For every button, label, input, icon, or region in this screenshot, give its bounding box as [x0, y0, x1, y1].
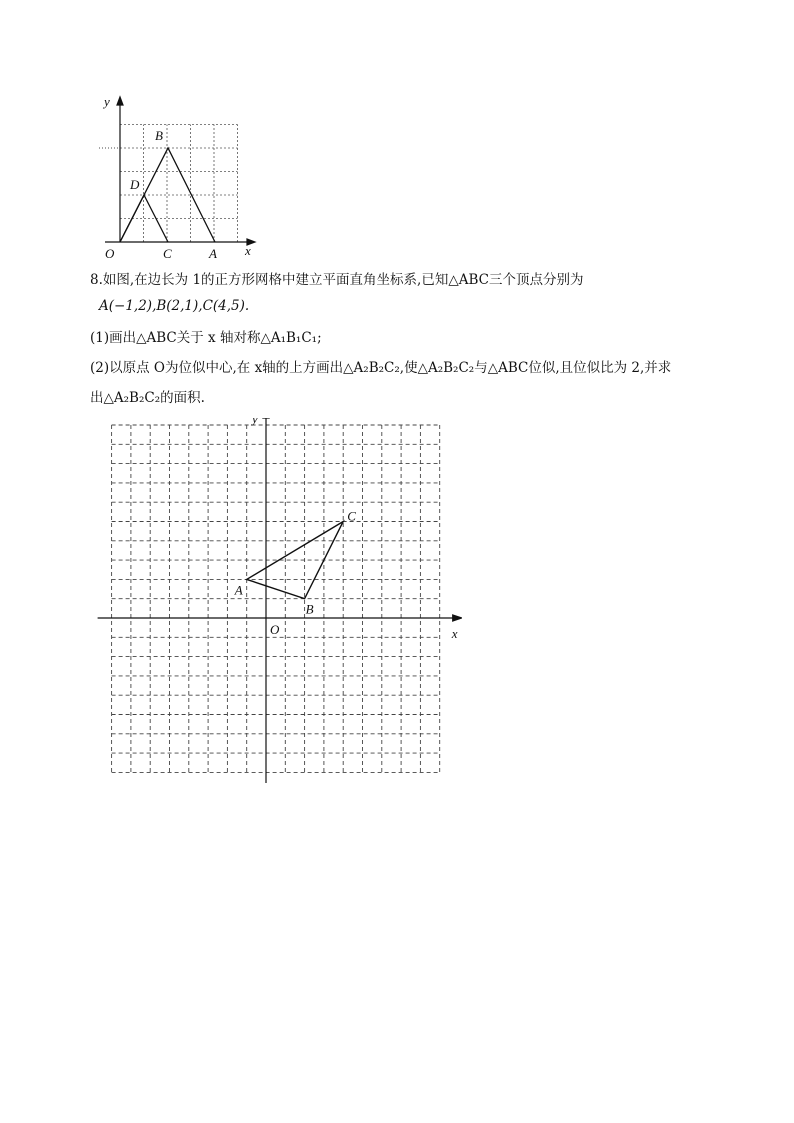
question-title: 8.如图,在边长为 1的正方形网格中建立平面直角坐标系,已知△ABC三个顶点分别为: [90, 272, 584, 288]
fig2-label-c: C: [347, 508, 356, 524]
fig1-label-o: O: [105, 246, 115, 261]
question-part-2-line-2: 出△A₂B₂C₂的面积.: [90, 390, 205, 406]
figure-2-grid-lines: [112, 425, 440, 772]
figure-1-axes: [99, 97, 255, 245]
x-axis-arrow: [453, 615, 462, 621]
fig1-label-y: y: [104, 94, 110, 109]
fig1-label-c: C: [163, 246, 172, 261]
fig1-label-b: B: [155, 128, 163, 143]
fig2-label-o: O: [270, 622, 280, 637]
fig1-label-x: x: [245, 243, 251, 258]
fig2-label-x: x: [451, 626, 458, 641]
figure-2-axes: [98, 418, 462, 783]
question-coordinates: A(−1,2),B(2,1),C(4,5).: [99, 298, 250, 314]
fig1-label-d: D: [130, 177, 140, 192]
question-part-2-line-1: (2)以原点 O为位似中心,在 x轴的上方画出△A₂B₂C₂,使△A₂B₂C₂与△ABC位似,且位似比为 2,并求: [90, 360, 672, 376]
fig2-label-a: A: [234, 582, 243, 598]
question-part-1: (1)画出△ABC关于 x 轴对称△A₁B₁C₁;: [90, 330, 322, 346]
fig2-label-b: B: [305, 601, 314, 617]
fig2-label-y: y: [252, 418, 258, 426]
fig1-label-a: A: [209, 246, 217, 261]
figure-1-grid: [95, 92, 265, 262]
figure-2-coordinate-grid: [92, 418, 462, 783]
